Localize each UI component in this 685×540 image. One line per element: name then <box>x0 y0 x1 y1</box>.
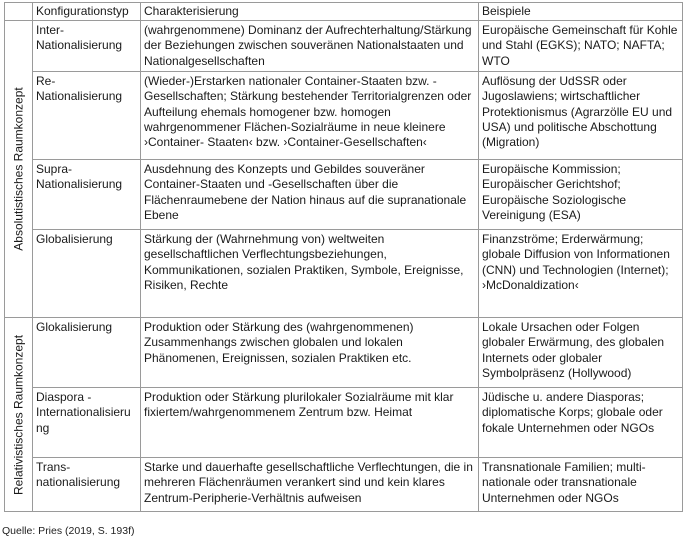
examples-cell: Jüdische u. andere Diasporas; diplomatische Korps; globale oder fokale Unternehmen oder NGOs <box>479 388 683 458</box>
group-label-cell <box>5 318 33 512</box>
characterization-cell: Produktion oder Stärkung plurilokaler Sozialräume mit klar fixiertem/wahrgenommenem Zentrum bzw. Heimat <box>141 388 479 458</box>
examples-cell: Lokale Ursachen oder Folgen globaler Erwärmung, des globalen Internets oder globaler Symbolpräsenz (Hollywood) <box>479 318 683 388</box>
group-label-relativist: Relativistisches Raumkonzept <box>10 334 25 495</box>
type-cell: Re-Nationalisierung <box>33 72 141 160</box>
type-cell: Inter-Nationalisierung <box>33 21 141 72</box>
table-row <box>5 21 683 72</box>
type-cell: Diaspora -Internationalisierung <box>33 388 141 458</box>
examples-cell: Europäische Kommission; Europäischer Gerichtshof; Europäische Soziologische Vereinigung (ESA) <box>479 160 683 230</box>
table-row <box>5 458 683 512</box>
configuration-types-table <box>4 2 683 512</box>
characterization-cell: (Wieder-)Erstarken nationaler Container-Staaten bzw. -Gesellschaften; Stärkung bestehender Territorialgrenzen oder Aufteilung ehemals homogener bzw. homogen wahrgenommener Flächen-Sozialräume in neue kleinere ›Container- Staaten‹ bzw. ›Container-Gesellschaften‹ <box>141 72 479 160</box>
type-cell: Globalisierung <box>33 230 141 318</box>
characterization-cell: (wahrgenommene) Dominanz der Aufrechterhaltung/Stärkung der Beziehungen zwischen souveränen Nationalstaaten und Nationalgesellschaften <box>141 21 479 72</box>
examples-cell: Europäische Gemeinschaft für Kohle und Stahl (EGKS); NATO; NAFTA; WTO <box>479 21 683 72</box>
table-row <box>5 318 683 388</box>
source-note: Quelle: Pries (2019, S. 193f) <box>2 525 135 537</box>
examples-cell: Auflösung der UdSSR oder Jugoslawiens; wirtschaftlicher Protektionismus (Agrarzölle EU und USA) und politische Abschottung (Migration) <box>479 72 683 160</box>
group-label-absolutist: Absolutistisches Raumkonzept <box>10 87 25 251</box>
examples-cell: Finanzströme; Erderwärmung; globale Diffusion von Informationen (CNN) und Technologien (Internet); ›McDonaldization‹ <box>479 230 683 318</box>
group-label-cell <box>5 21 33 318</box>
characterization-cell: Ausdehnung des Konzepts und Gebildes souveräner Container-Staaten und -Gesellschaften über die Flächenraumebene der Nation hinaus auf die supranationale Ebene <box>141 160 479 230</box>
type-cell: Trans-nationalisierung <box>33 458 141 512</box>
header-characterization: Charakterisierung <box>141 3 479 21</box>
header-group <box>5 3 33 21</box>
type-cell: Supra-Nationalisierung <box>33 160 141 230</box>
header-examples: Beispiele <box>479 3 683 21</box>
type-cell: Glokalisierung <box>33 318 141 388</box>
table-row <box>5 160 683 230</box>
examples-cell: Transnationale Familien; multi-nationale oder transnationale Unternehmen oder NGOs <box>479 458 683 512</box>
header-type: Konfigurationstyp <box>33 3 141 21</box>
characterization-cell: Starke und dauerhafte gesellschaftliche Verflechtungen, die in mehreren Flächenräumen verankert sind und kein klares Zentrum-Peripherie-Verhältnis aufweisen <box>141 458 479 512</box>
table-row <box>5 388 683 458</box>
table-row <box>5 230 683 318</box>
characterization-cell: Produktion oder Stärkung des (wahrgenommenen) Zusammenhangs zwischen globalen und lokalen Phänomenen, Ereignissen, sozialen Praktiken etc. <box>141 318 479 388</box>
table-row <box>5 72 683 160</box>
header-row <box>5 3 683 21</box>
characterization-cell: Stärkung der (Wahrnehmung von) weltweiten gesellschaftlichen Verflechtungsbeziehungen, Kommunikationen, sozialen Praktiken, Symbole, Ereignisse, Risiken, Rechte <box>141 230 479 318</box>
